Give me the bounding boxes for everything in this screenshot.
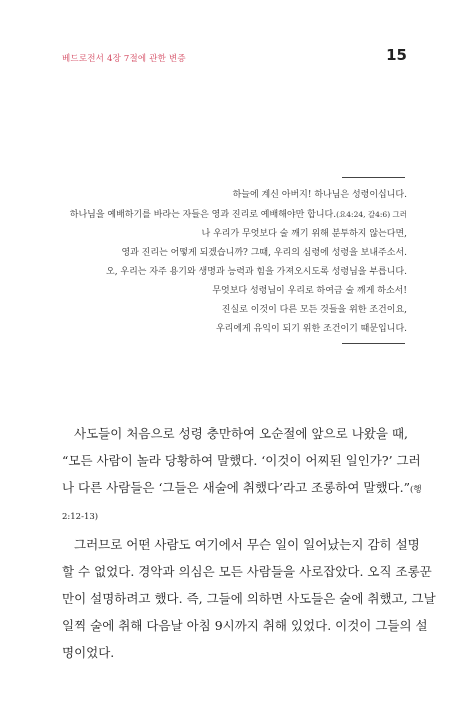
bottom-divider [342,343,405,344]
paragraph-1 [62,420,422,531]
text-line: 사도들이 처음으로 성령 충만하여 오순절에 앞으로 나왔을 때, [74,426,408,441]
prayer-line: 하나님을 예배하기를 바라는 자들은 영과 진리로 예배해야만 합니다.(요4:24, 갈4:6) 그러 [69,210,407,220]
prayer-line: 오, 우리는 자주 용기와 생명과 능력과 힘을 가져오시도록 성령님을 부릅니다. [106,267,407,277]
text-line: 명이었다. [62,645,115,660]
text-line: 그러므로 어떤 사람도 여기에서 무슨 일이 일어났는지 감히 설명 [74,537,420,552]
scripture-reference: (요4:24, 갈4:6) 그러 [336,210,407,219]
prayer-line: 하늘에 계신 아버지! 하나님은 성령이십니다. [232,190,407,200]
text-line: 나 다른 사람들은 ‘그들은 새술에 취했다’라고 조롱하여 말했다.”(행 [62,480,422,495]
prayer-line: 영과 진리는 어떻게 되겠습니까? 그때, 우리의 심령에 성령을 보내주소서. [121,248,407,258]
scripture-reference: 2:12-13) [62,512,99,522]
prayer-block [47,186,407,339]
top-divider [342,177,405,178]
prayer-line: 무엇보다 성령님이 우리로 하여금 술 깨게 하소서! [212,286,407,296]
text-line: 만이 설명하려고 했다. 즉, 그들에 의하면 사도들은 술에 취했고, 그날 [62,591,436,606]
text-line: 일찍 술에 취해 다음날 아침 9시까지 취해 있었다. 이것이 그들의 설 [62,618,428,633]
text-line: “모든 사람이 놀라 당황하여 말했다. ‘이것이 어찌된 일인가?’ 그러 [62,453,421,468]
prayer-line: 나 우리가 무엇보다 술 깨기 위해 분투하지 않는다면, [201,229,407,239]
scripture-reference: (행 [410,485,422,495]
prayer-line: 우리에게 유익이 되기 위한 조건이기 때문입니다. [215,324,407,334]
chapter-title: 베드로전서 4장 7절에 관한 변증 [62,54,186,64]
text-line: 할 수 없었다. 경악과 의심은 모든 사람들을 사로잡았다. 오직 조롱꾼 [62,564,432,579]
page-number: 15 [386,46,407,64]
prayer-line: 진실로 이것이 다른 모든 것들을 위한 조건이요, [221,305,407,315]
paragraph-2 [62,531,436,666]
body-text [62,420,436,666]
